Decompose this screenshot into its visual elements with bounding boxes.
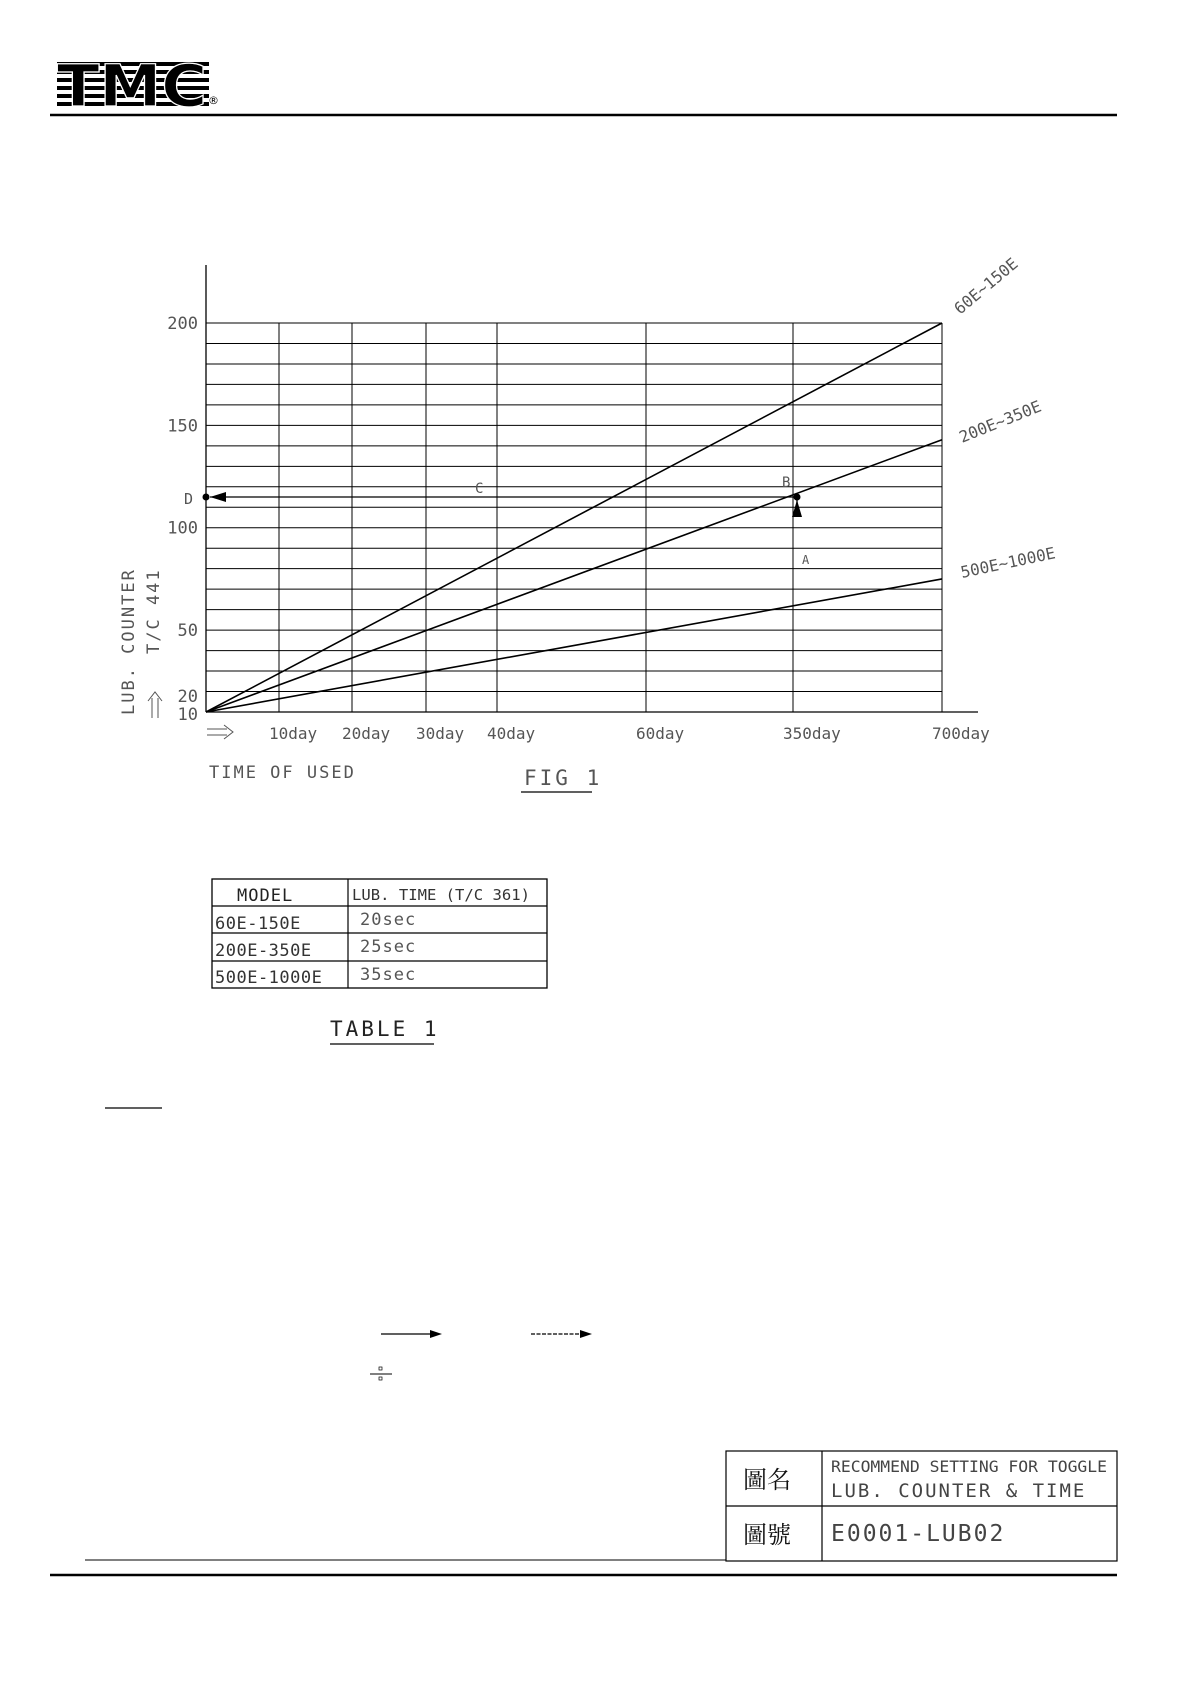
x-tick-labels [269, 724, 990, 743]
title-block [726, 1451, 1117, 1561]
label-c: C [475, 481, 484, 497]
point-d-marker [203, 494, 210, 501]
series-label: 500E~1000E [958, 543, 1058, 582]
figure-caption: FIG 1 [524, 766, 603, 790]
table-header-lub-time: LUB. TIME (T/C 361) [352, 886, 530, 904]
x-tick-label: 30day [416, 724, 465, 743]
x-tick-label: 60day [636, 724, 685, 743]
y-tick-label: 20 [177, 687, 198, 707]
series-line [206, 323, 942, 712]
table-cell-model: 500E-1000E [215, 968, 323, 988]
dashed-arrow-icon [531, 1330, 592, 1338]
drawing-name-line2: LUB. COUNTER & TIME [831, 1480, 1087, 1502]
table-caption: TABLE 1 [330, 1017, 440, 1041]
y-tick-labels [167, 314, 198, 725]
drawing-name-label: 圖名 [743, 1466, 791, 1494]
drawing-number-label: 圖號 [743, 1521, 791, 1549]
series-label: 200E~350E [956, 396, 1044, 447]
series-lines [206, 323, 942, 712]
solid-arrow-icon [381, 1330, 442, 1338]
x-tick-label: 20day [342, 724, 391, 743]
table-cell-model: 200E-350E [215, 941, 312, 961]
point-b-marker [794, 494, 801, 501]
table-cell-model: 60E-150E [215, 914, 301, 934]
right-arrow-icon [207, 725, 233, 739]
lub-counter-chart [119, 254, 1057, 792]
series-line [206, 579, 942, 712]
label-a: A [802, 553, 810, 567]
series-label: 60E~150E [950, 253, 1022, 319]
up-arrow-icon [148, 692, 162, 718]
x-tick-label: 10day [269, 724, 318, 743]
drawing-number-value: E0001-LUB02 [831, 1521, 1006, 1547]
small-mark-icon [370, 1367, 392, 1380]
y-axis-title: LUB. COUNTER [119, 568, 139, 715]
logo-text: TMC [57, 52, 207, 120]
x-tick-label: 40day [487, 724, 536, 743]
tmc-logo [57, 52, 219, 120]
d-arrow-head [210, 492, 226, 502]
y-tick-label: 10 [177, 705, 198, 725]
y-tick-label: 200 [167, 314, 198, 334]
x-tick-label: 700day [932, 724, 990, 743]
table-cell-time: 25sec [360, 937, 417, 957]
x-axis-title: TIME OF USED [209, 763, 356, 783]
label-d: D [184, 490, 194, 508]
table-cell-time: 35sec [360, 965, 417, 985]
y-tick-label: 100 [167, 518, 198, 539]
table-header-model: MODEL [237, 886, 294, 906]
drawing-name-line1: RECOMMEND SETTING FOR TOGGLE [831, 1457, 1107, 1476]
x-tick-label: 350day [783, 724, 841, 743]
series-labels [950, 254, 1057, 582]
y-axis-subtitle: T/C 441 [144, 568, 164, 654]
registered-mark: ® [208, 94, 219, 107]
y-tick-label: 150 [167, 416, 198, 437]
lub-time-table [212, 879, 547, 1044]
table-cell-time: 20sec [360, 910, 417, 930]
label-b: B [782, 475, 791, 491]
y-tick-label: 50 [177, 621, 198, 642]
